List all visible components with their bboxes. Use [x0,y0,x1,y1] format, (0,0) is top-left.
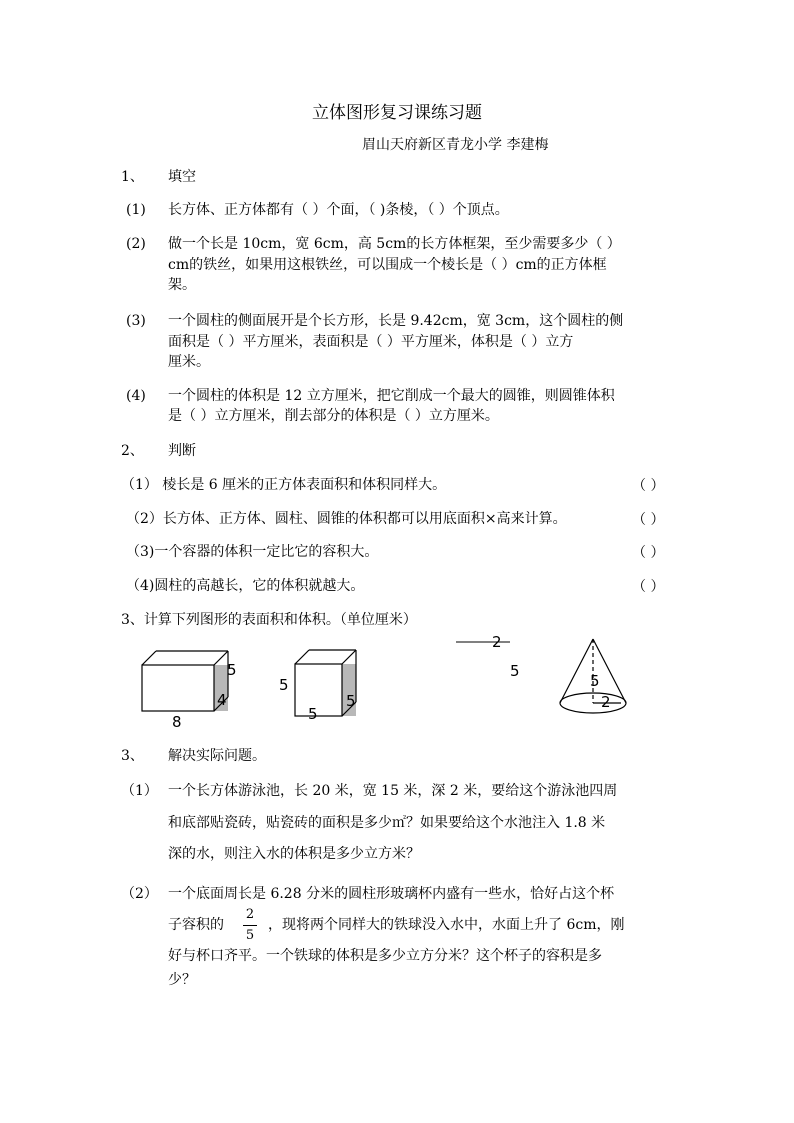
question-line: 好与杯口齐平。一个铁球的体积是多少立方分米？这个杯子的容积是多 [168,948,602,964]
fraction [243,907,257,944]
cone-radius-label: 2 [601,693,611,711]
cylinder-radius-label: 2 [492,633,502,651]
fraction-denominator: 5 [245,928,255,943]
section-number: 1、 [121,169,144,185]
section-heading: 解决实际问题。 [168,748,266,764]
cone-height-label: 5 [590,672,600,690]
question-line: 和底部贴瓷砖，贴瓷砖的面积是多少㎡？如果要给这个水池注入 1.8 米 [168,815,606,831]
judge-item: （1） 棱长是 6 厘米的正方体表面积和体积同样大。 [121,477,447,493]
section-heading: 3、计算下列图形的表面积和体积。（单位厘米） [121,612,417,628]
item-number: (2) [126,236,146,252]
section-heading: 判断 [168,443,196,459]
cube-height-label: 5 [279,676,289,694]
question-line: 厘米。 [168,354,210,370]
page-title: 立体图形复习课练习题 [312,103,482,123]
question-line: 子容积的 [168,917,224,933]
answer-paren: （ ） [632,545,665,561]
question-line: ，现将两个同样大的铁球没入水中，水面上升了 6cm，刚 [268,917,625,933]
cuboid-length-label: 8 [172,713,182,731]
question-line: 做一个长是 10cm，宽 6cm，高 5cm的长方体框架，至少需要多少（ ） [168,236,621,252]
question-line: 一个圆柱的体积是 12 立方厘米，把它削成一个最大的圆锥，则圆锥体积 [168,388,615,404]
item-number: （2） [121,886,158,902]
answer-paren: （ ） [632,478,665,494]
judge-item: （3)一个容器的体积一定比它的容积大。 [126,544,379,560]
cube-width-label: 5 [346,692,356,710]
cube-length-label: 5 [308,705,318,723]
section-heading: 填空 [168,169,196,185]
question-line: 面积是（ ）平方厘米，表面积是（ ）平方厘米，体积是（ ）立方 [168,334,574,350]
answer-paren: （ ） [632,579,665,595]
answer-paren: （ ） [632,512,665,528]
question-line: 架。 [168,277,196,293]
fraction-numerator: 2 [245,907,255,922]
cuboid-width-label: 4 [217,691,227,709]
item-number: (1) [126,202,146,218]
question-line: 少？ [168,972,196,988]
cylinder-radius-line [455,633,515,651]
cube-figure [288,645,368,725]
author-line: 眉山天府新区青龙小学 李建梅 [362,137,549,153]
judge-item: （4)圆柱的高越长，它的体积就越大。 [126,578,365,594]
question-line: 是（ ）立方厘米，削去部分的体积是（ ）立方厘米。 [168,408,499,424]
cuboid-figure [135,645,245,735]
item-number: (4) [126,388,146,404]
fraction-bar [243,925,257,926]
item-number: （1） [121,783,158,799]
question-line: cm的铁丝，如果用这根铁丝，可以围成一个棱长是（ ）cm的正方体框 [168,257,607,273]
section-number: 3、 [121,748,144,764]
question-line: 一个长方体游泳池，长 20 米，宽 15 米，深 2 米，要给这个游泳池四周 [168,783,618,799]
question-line: 一个底面周长是 6.28 分米的圆柱形玻璃杯内盛有一些水，恰好占这个杯 [168,886,615,902]
cuboid-height-label: 5 [227,661,237,679]
section-number: 2、 [121,443,144,459]
question-line: 一个圆柱的侧面展开是个长方形，长是 9.42cm，宽 3cm，这个圆柱的侧 [168,313,624,329]
question-line: 深的水，则注入水的体积是多少立方米？ [168,846,420,862]
cylinder-height-label: 5 [510,662,520,680]
question-line: 长方体、正方体都有（ ）个面，（ )条棱，（ ）个顶点。 [168,202,509,218]
judge-item: （2）长方体、正方体、圆柱、圆锥的体积都可以用底面积×高来计算。 [126,511,567,527]
item-number: (3) [126,313,146,329]
